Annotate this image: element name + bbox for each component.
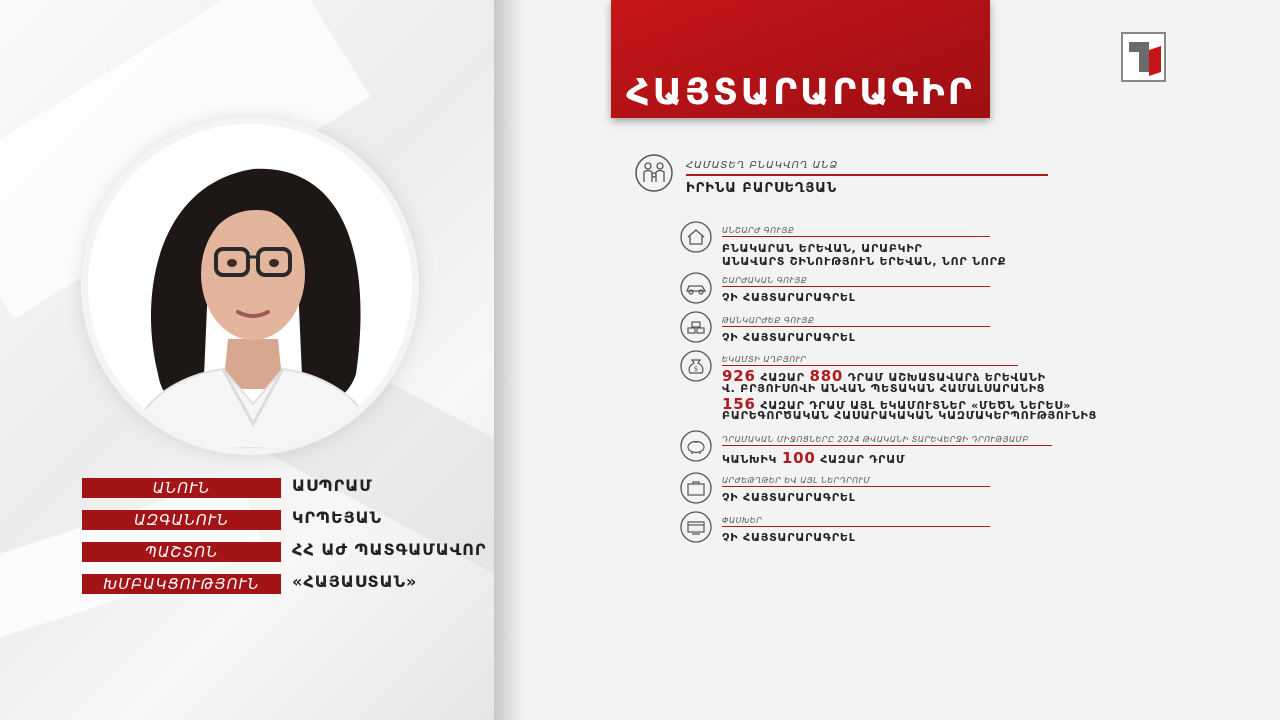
gold-bars-icon xyxy=(680,311,712,343)
field-value: ԱՍՊՐԱՄ xyxy=(292,476,373,495)
section-caption: ԵԿԱՄՏԻ ԱՂԲՅՈՒՐ xyxy=(722,355,807,364)
svg-text:$: $ xyxy=(693,365,699,373)
piggy-bank-icon xyxy=(680,430,712,462)
income-line2: Վ. ԲՐՅՈՒՍՈՎԻ ԱՆՎԱՆ ՊԵՏԱԿԱՆ ՀԱՄԱԼՍԱՐԱՆԻՑ xyxy=(722,382,1046,395)
field-label: ԽՄԲԱԿՑՈՒԹՅՈՒՆ xyxy=(82,574,281,594)
cash-amount: 100 xyxy=(781,449,816,467)
page-fold-shadow xyxy=(494,0,524,720)
section-caption: ՓԱՍԽԵՐ xyxy=(722,516,763,525)
cash-prefix: ԿԱՆԽԻԿ xyxy=(722,453,778,466)
divider xyxy=(722,365,1018,366)
divider xyxy=(722,286,990,287)
household-name: ԻՐԻՆԱ ԲԱՐՍԵՂՅԱՆ xyxy=(686,181,838,196)
income-unit: ՀԱԶԱՐ xyxy=(760,371,805,384)
title-banner xyxy=(611,0,990,118)
people-icon xyxy=(634,153,674,193)
divider xyxy=(722,326,990,327)
divider xyxy=(722,236,990,237)
income-amount: 156 xyxy=(722,395,756,413)
income-line4: ԲԱՐԵԳՈՐԾԱԿԱՆ ՀԱՍԱՐԱԿԱԿԱՆ ԿԱԶՄԱԿԵՐՊՈՒԹՅՈՒՆԻՑ xyxy=(722,409,1098,422)
section-caption: ԹԱՆԿԱՐԺԵՔ ԳՈՒՅՔ xyxy=(722,316,815,325)
household-caption: ՀԱՄԱՏԵՂ ԲՆԱԿՎՈՂ ԱՆՁ xyxy=(686,160,839,171)
divider xyxy=(722,526,990,527)
portrait-illustration xyxy=(88,124,412,448)
field-label: ԱԶԳԱՆՈՒՆ xyxy=(82,510,281,530)
real-estate-line2: ԱՆԱՎԱՐՏ ՇԻՆՈՒԹՅՈՒՆ ԵՐԵՎԱՆ, ՆՈՐ ՆՈՐՔ xyxy=(722,255,1007,268)
field-value: «ՀԱՅԱՍՏԱՆ» xyxy=(292,572,418,591)
field-value: ԿՐՊԵՅԱՆ xyxy=(292,508,383,527)
credit-card-icon xyxy=(680,511,712,543)
divider xyxy=(686,174,1048,176)
money-bag-icon xyxy=(680,350,712,382)
field-label: ԱՆՈՒՆ xyxy=(82,478,281,498)
house-icon xyxy=(680,221,712,253)
field-value: ՀՀ ԱԺ ՊԱՏԳԱՄԱՎՈՐ xyxy=(292,540,487,559)
precious-value: ՉԻ ՀԱՅՏԱՐԱՐԱԳՐԵԼ xyxy=(722,331,856,344)
page-title: ՀԱՅՏԱՐԱՐԱԳԻՐ xyxy=(626,72,975,113)
income-amount: 926 xyxy=(722,367,756,385)
income-source: ՀԱԶԱՐ ԴՐԱՄ ԱՅԼ ԵԿԱՄՈՒՏՆԵՐ «ՄԵԾՆ ՆԵՐԵՍ» xyxy=(760,399,1072,412)
section-caption: ԱՐԺԵԹՂԹԵՐ ԵՎ ԱՅԼ ՆԵՐԴՐՈՒՄ xyxy=(722,476,871,485)
divider xyxy=(722,445,1052,446)
real-estate-line1: ԲՆԱԿԱՐԱՆ ԵՐԵՎԱՆ, ԱՐԱԲԿԻՐ xyxy=(722,242,923,255)
section-caption: ՇԱՐԺԱԿԱՆ ԳՈՒՅՔ xyxy=(722,276,808,285)
loans-value: ՉԻ ՀԱՅՏԱՐԱՐԱԳՐԵԼ xyxy=(722,531,856,544)
field-label: ՊԱՇՏՈՆ xyxy=(82,542,281,562)
section-caption: ԴՐԱՄԱԿԱՆ ՄԻՋՈՑՆԵՐԸ 2024 ԹՎԱԿԱՆԻ ՏԱՐԵՎԵՐՋԻ ԴՐՈՒԹՅԱՄԲ xyxy=(722,435,1029,444)
cash-value xyxy=(722,449,905,467)
securities-value: ՉԻ ՀԱՅՏԱՐԱՐԱԳՐԵԼ xyxy=(722,491,856,504)
income-amount: 880 xyxy=(809,367,844,385)
profile-panel xyxy=(0,0,494,720)
divider xyxy=(722,486,990,487)
cash-unit: ՀԱԶԱՐ ԴՐԱՄ xyxy=(820,453,906,466)
channel-logo xyxy=(1121,32,1166,82)
income-source: ԴՐԱՄ ԱՇԽԱՏԱՎԱՐձ ԵՐԵՎԱՆԻ xyxy=(847,371,1046,384)
vehicles-value: ՉԻ ՀԱՅՏԱՐԱՐԱԳՐԵԼ xyxy=(722,291,856,304)
section-caption: ԱՆՇԱՐԺ ԳՈՒՅՔ xyxy=(722,226,795,235)
portrait-photo xyxy=(88,124,412,448)
car-icon xyxy=(680,272,712,304)
briefcase-icon xyxy=(680,472,712,504)
